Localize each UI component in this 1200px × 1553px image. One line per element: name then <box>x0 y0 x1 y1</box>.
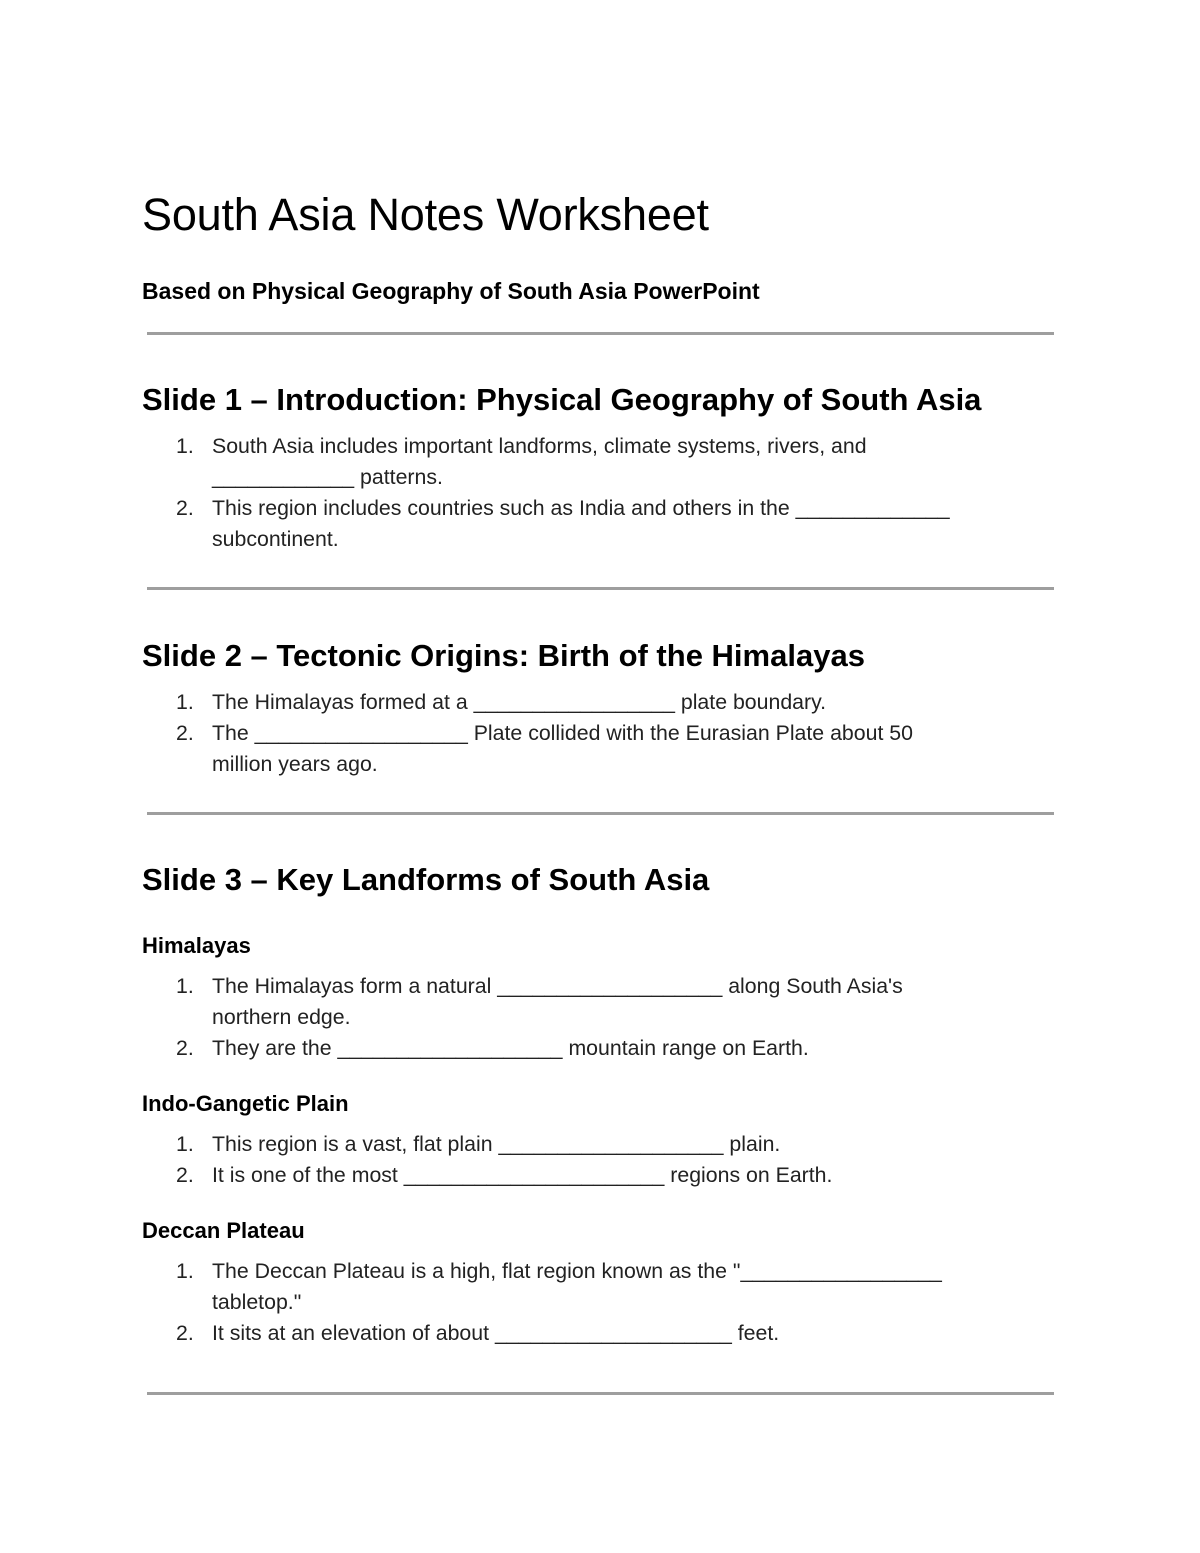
item-text-line-2: ____________ patterns. <box>212 465 443 489</box>
item-text-line-1: The Himalayas formed at a _________________ plate boundary. <box>212 690 827 714</box>
slide-2-section <box>142 637 1057 780</box>
item-number: 2. <box>176 1036 194 1060</box>
deccan-plateau-heading: Deccan Plateau <box>142 1218 305 1243</box>
list-item <box>142 718 1057 780</box>
slide-3-section <box>142 861 1057 1349</box>
item-text-line-2: subcontinent. <box>212 527 339 551</box>
himalayas-list <box>142 971 1057 1064</box>
list-item <box>142 1318 1057 1349</box>
item-text-line-1: The Deccan Plateau is a high, flat region known as the "_________________ <box>212 1259 942 1283</box>
list-item <box>142 687 1057 718</box>
slide-3-heading: Slide 3 – Key Landforms of South Asia <box>142 862 710 897</box>
item-text-line-1: It sits at an elevation of about ____________________ feet. <box>212 1321 780 1345</box>
item-number: 2. <box>176 1163 194 1187</box>
indo-gangetic-plain-heading: Indo-Gangetic Plain <box>142 1091 349 1116</box>
divider-3 <box>147 812 1054 815</box>
item-text-line-2: northern edge. <box>212 1005 351 1029</box>
divider-2 <box>147 587 1054 590</box>
item-number: 1. <box>176 1132 194 1156</box>
slide-1-heading: Slide 1 – Introduction: Physical Geography of South Asia <box>142 382 982 417</box>
item-text-line-1: This region includes countries such as India and others in the _____________ <box>212 496 950 520</box>
item-number: 1. <box>176 434 194 458</box>
list-item <box>142 493 1057 555</box>
divider-4 <box>147 1392 1054 1395</box>
slide-1-section <box>142 381 1057 555</box>
list-item <box>142 971 1057 1033</box>
item-number: 1. <box>176 1259 194 1283</box>
item-number: 2. <box>176 1321 194 1345</box>
list-item <box>142 431 1057 493</box>
list-item <box>142 1033 1057 1064</box>
slide-2-heading: Slide 2 – Tectonic Origins: Birth of the Himalayas <box>142 638 865 673</box>
item-number: 1. <box>176 690 194 714</box>
himalayas-heading: Himalayas <box>142 933 251 958</box>
item-text-line-2: million years ago. <box>212 752 378 776</box>
item-number: 1. <box>176 974 194 998</box>
worksheet-subtitle: Based on Physical Geography of South Asia PowerPoint <box>142 278 760 304</box>
indo-gangetic-plain-list <box>142 1129 1057 1191</box>
list-item <box>142 1160 1057 1191</box>
divider-1 <box>147 332 1054 335</box>
list-item <box>142 1256 1057 1318</box>
worksheet-title: South Asia Notes Worksheet <box>142 189 709 240</box>
item-text-line-1: This region is a vast, flat plain ___________________ plain. <box>212 1132 781 1156</box>
list-item <box>142 1129 1057 1160</box>
item-number: 2. <box>176 721 194 745</box>
item-text-line-2: tabletop." <box>212 1290 302 1314</box>
slide-2-list <box>142 687 1057 780</box>
slide-1-list <box>142 431 1057 555</box>
item-text-line-1: The __________________ Plate collided with the Eurasian Plate about 50 <box>212 721 913 745</box>
item-text-line-1: South Asia includes important landforms, climate systems, rivers, and <box>212 434 867 458</box>
item-text-line-1: They are the ___________________ mountain range on Earth. <box>212 1036 809 1060</box>
item-text-line-1: It is one of the most ______________________ regions on Earth. <box>212 1163 833 1187</box>
deccan-plateau-list <box>142 1256 1057 1349</box>
item-text-line-1: The Himalayas form a natural ___________________ along South Asia's <box>212 974 903 998</box>
item-number: 2. <box>176 496 194 520</box>
